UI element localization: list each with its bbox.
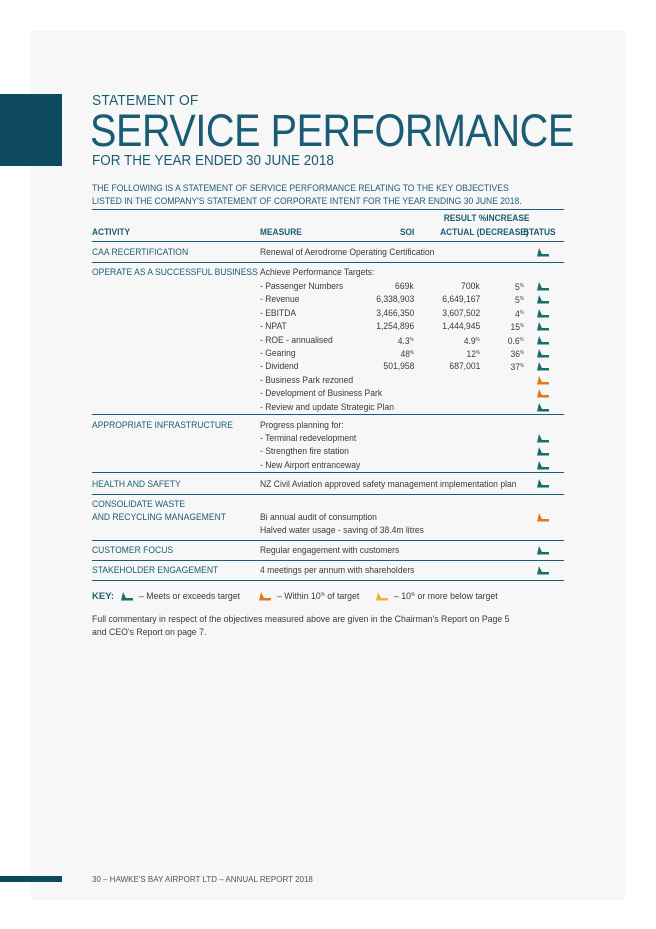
title-line-1: STATEMENT OF [92,92,199,109]
pct-sup: % [519,350,524,356]
pct-sup: % [519,283,524,289]
row-rule [92,560,564,561]
soi-value: 1,254,896 [375,321,414,333]
key-below-pre: – 10 [394,591,412,602]
operate-pct [510,321,524,333]
actual-sup: % [475,350,480,356]
operate-measure: - Review and update Strategic Plan [260,401,395,413]
actual-value: 3,607,502 [441,307,480,319]
operate-pct [510,348,524,360]
header-actual [440,227,529,238]
operate-pct [510,361,524,373]
status-key [92,591,516,602]
status-meets-icon [536,447,550,456]
measure-stakeholder: 4 meetings per annum with shareholders [260,565,415,576]
soi-value: 6,338,903 [375,294,414,306]
measure-customer: Regular engagement with customers [260,545,400,556]
operate-soi [376,308,414,319]
pct-sup: % [519,363,524,370]
infrastructure-measure: - New Airport entranceway [260,459,361,471]
measure-waste-line-1: Bi annual audit of consumption [260,512,377,523]
key-label: KEY: [92,591,114,602]
key-within-icon [258,592,272,601]
key-within-text [277,591,359,602]
soi-value: 669k [395,281,414,292]
pct-value: 5 [515,282,520,293]
pct-value: 15 [510,322,520,334]
status-meets-icon [536,566,550,575]
soi-value: 4.3 [398,335,410,347]
operate-pct [515,294,524,306]
status-meets-icon [536,362,550,371]
operate-actual [442,308,480,319]
operate-measure: - Passenger Numbers [260,281,344,292]
activity-stakeholder: STAKEHOLDER ENGAGEMENT [92,565,219,576]
pct-sup: % [519,296,524,303]
status-within-icon [536,389,550,398]
operate-measure: - EBITDA [260,307,297,319]
row-rule [92,262,564,263]
title-line-3: FOR THE YEAR ENDED 30 JUNE 2018 [92,152,334,169]
operate-actual [461,281,480,292]
soi-value: 501,958 [383,361,414,373]
key-below-text [394,591,498,602]
status-meets-icon [536,403,550,412]
status-meets-icon [536,479,550,488]
operate-measure: - Business Park rezoned [260,374,354,386]
pct-sup: % [519,336,524,343]
status-meets-icon [536,461,550,470]
operate-soi [398,335,414,347]
operate-pct [515,308,524,320]
table-top-rule [92,209,564,210]
operate-soi [383,361,414,372]
status-meets-icon [536,248,550,257]
key-meets-text: – Meets or exceeds target [139,591,241,602]
measure-operate-intro: Achieve Performance Targets: [260,267,375,278]
header-status: STATUS [523,227,556,238]
measure-caa: Renewal of Aerodrome Operating Certification [260,247,435,258]
activity-waste-line-1: CONSOLIDATE WASTE [92,499,186,510]
header-measure: MEASURE [260,227,302,238]
actual-value: 12 [466,349,476,360]
status-meets-icon [536,349,550,358]
operate-soi [395,281,414,292]
pct-value: 0.6 [508,335,520,347]
pct-value: 4 [515,308,520,320]
key-below-post: or more below target [415,591,499,602]
infrastructure-measure: - Terminal redevelopment [260,433,357,444]
pct-sup: % [519,323,524,330]
row-rule [92,414,564,415]
status-meets-icon [536,282,550,291]
operate-measure: - Revenue [260,294,300,306]
header-soi: SOI [399,227,414,238]
actual-value: 687,001 [449,361,480,373]
operate-soi [400,348,414,360]
key-within-sup: % [320,592,325,598]
header-rule [92,241,564,242]
status-meets-icon [536,546,550,555]
operate-actual [442,294,480,305]
operate-soi [376,294,414,305]
header-actual-label: ACTUAL [440,227,475,238]
commentary-note [92,613,534,639]
status-meets-icon [536,336,550,345]
actual-value: 6,649,167 [441,294,480,306]
table-bottom-rule [92,580,564,581]
pct-sup: % [519,309,524,316]
measure-infrastructure-intro: Progress planning for: [260,420,344,431]
pct-value: 5 [515,295,520,307]
operate-soi [376,321,414,332]
operate-measure: - Dividend [260,361,299,373]
footer-accent-bar [0,876,62,882]
status-meets-icon [536,309,550,318]
activity-customer: CUSTOMER FOCUS [92,545,174,556]
pct-value: 37 [510,362,520,374]
header-result [443,213,529,224]
soi-value: 3,466,350 [375,307,414,319]
activity-operate: OPERATE AS A SUCCESSFUL BUSINESS [92,267,258,278]
intro-line-2: LISTED IN THE COMPANY'S STATEMENT OF CORPORATE INTENT FOR THE YEAR ENDING 30 JUNE 2018. [92,196,522,207]
page-title: SERVICE PERFORMANCE [90,105,574,156]
intro-line-1: THE FOLLOWING IS A STATEMENT OF SERVICE PERFORMANCE RELATING TO THE KEY OBJECTIVES [92,183,509,194]
infrastructure-measure: - Strengthen fire station [260,446,349,458]
row-rule [92,472,564,473]
activity-waste-line-2: AND RECYCLING MANAGEMENT [92,512,226,523]
actual-value: 1,444,945 [441,321,480,333]
activity-caa: CAA RECERTIFICATION [92,247,189,258]
operate-actual [466,348,480,360]
soi-sup: % [409,350,414,356]
key-within-post: of target [324,591,360,602]
actual-sup: % [475,336,480,343]
measure-waste-line-2: Halved water usage - saving of 38.4m litres [260,525,424,536]
operate-measure: - Development of Business Park [260,388,383,400]
operate-actual [464,335,480,347]
soi-sup: % [409,336,414,343]
key-below-icon [375,592,389,601]
status-within-icon [536,376,550,385]
key-meets-icon [120,592,134,601]
status-within-icon [536,513,550,522]
key-within-pre: – Within 10 [276,591,321,602]
page-footer: 30 – HAWKE'S BAY AIRPORT LTD – ANNUAL REPORT 2018 [92,875,313,884]
actual-value: 4.9 [464,335,476,347]
status-meets-icon [536,295,550,304]
header-increase-label: %INCREASE [478,213,529,224]
soi-value: 48 [400,349,410,360]
actual-value: 700k [461,281,480,292]
intro-text [92,182,524,208]
operate-measure: - Gearing [260,348,296,359]
commentary-line-2: and CEO's Report on page 7. [92,627,207,638]
operate-pct [515,281,524,293]
header-activity: ACTIVITY [92,227,131,238]
commentary-line-1: Full commentary in respect of the objectives measured above are given in the Chairman's Report on Page 5 [92,614,510,625]
row-rule [92,494,564,495]
pct-value: 36 [510,349,520,360]
operate-measure: - NPAT [260,321,287,333]
operate-measure: - ROE - annualised [260,334,333,346]
activity-health: HEALTH AND SAFETY [92,479,181,490]
operate-pct [508,335,524,347]
measure-health: NZ Civil Aviation approved safety management implementation plan [260,479,517,490]
operate-actual [449,361,480,372]
status-meets-icon [536,434,550,443]
status-meets-icon [536,322,550,331]
operate-actual [442,321,480,332]
key-below-sup: % [411,592,416,598]
title-accent-bar [0,94,62,166]
header-result-label: RESULT [443,213,477,224]
activity-infrastructure: APPROPRIATE INFRASTRUCTURE [92,420,233,431]
row-rule [92,540,564,541]
header-decrease-label: (DECREASE) [476,227,529,238]
